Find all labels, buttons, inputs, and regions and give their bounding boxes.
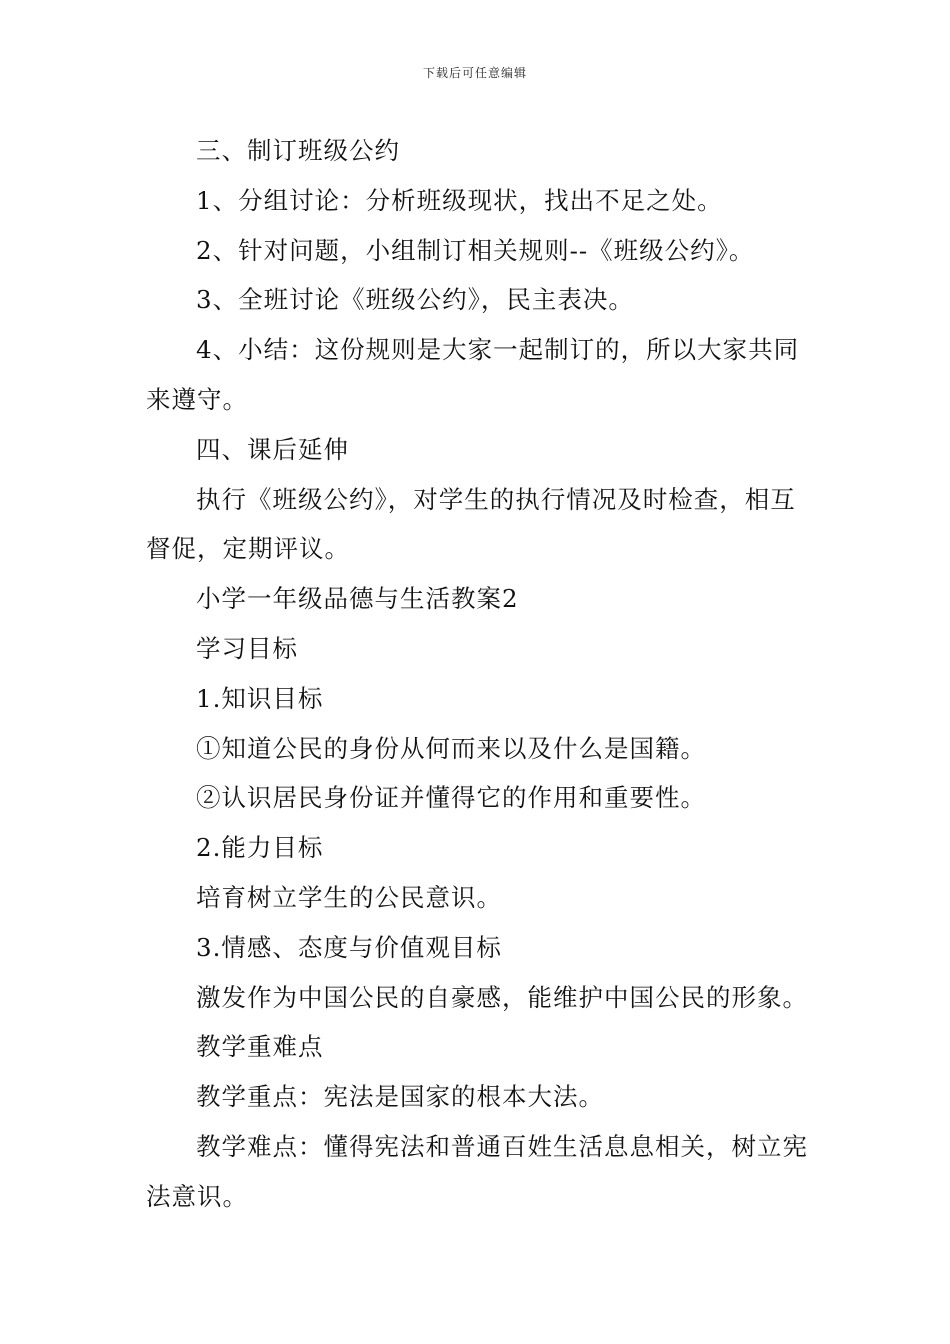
paragraph: ①知道公民的身份从何而来以及什么是国籍。: [196, 733, 706, 763]
section-heading: 三、制订班级公约: [196, 136, 400, 165]
paragraph: 教学重点：宪法是国家的根本大法。: [196, 1082, 604, 1112]
paragraph: ②认识居民身份证并懂得它的作用和重要性。: [196, 783, 706, 813]
section-heading: 教学重难点: [196, 1032, 324, 1062]
paragraph: 激发作为中国公民的自豪感，能维护中国公民的形象。: [196, 982, 808, 1012]
paragraph: 培育树立学生的公民意识。: [196, 882, 502, 912]
subsection-heading: 1.知识目标: [196, 683, 324, 713]
paragraph: 1、分组讨论：分析班级现状，找出不足之处。: [196, 185, 723, 215]
paragraph: 3、全班讨论《班级公约》，民主表决。: [196, 285, 634, 315]
paragraph: 4、小结：这份规则是大家一起制订的，所以大家共同来遵守。: [146, 335, 800, 414]
paragraph: 2、针对问题，小组制订相关规则--《班级公约》。: [196, 235, 755, 265]
document-body: [146, 126, 810, 1222]
section-heading: 学习目标: [196, 633, 298, 663]
section-heading: 四、课后延伸: [196, 434, 349, 464]
document-title: 小学一年级品德与生活教案2: [196, 584, 519, 614]
paragraph: 教学难点：懂得宪法和普通百姓生活息息相关，树立宪法意识。: [146, 1131, 808, 1211]
subsection-heading: 3.情感、态度与价值观目标: [196, 932, 502, 962]
page-header: 下载后可任意编辑: [422, 66, 527, 80]
subsection-heading: 2.能力目标: [196, 833, 324, 863]
paragraph: 执行《班级公约》，对学生的执行情况及时检查，相互督促，定期评议。: [146, 484, 796, 564]
